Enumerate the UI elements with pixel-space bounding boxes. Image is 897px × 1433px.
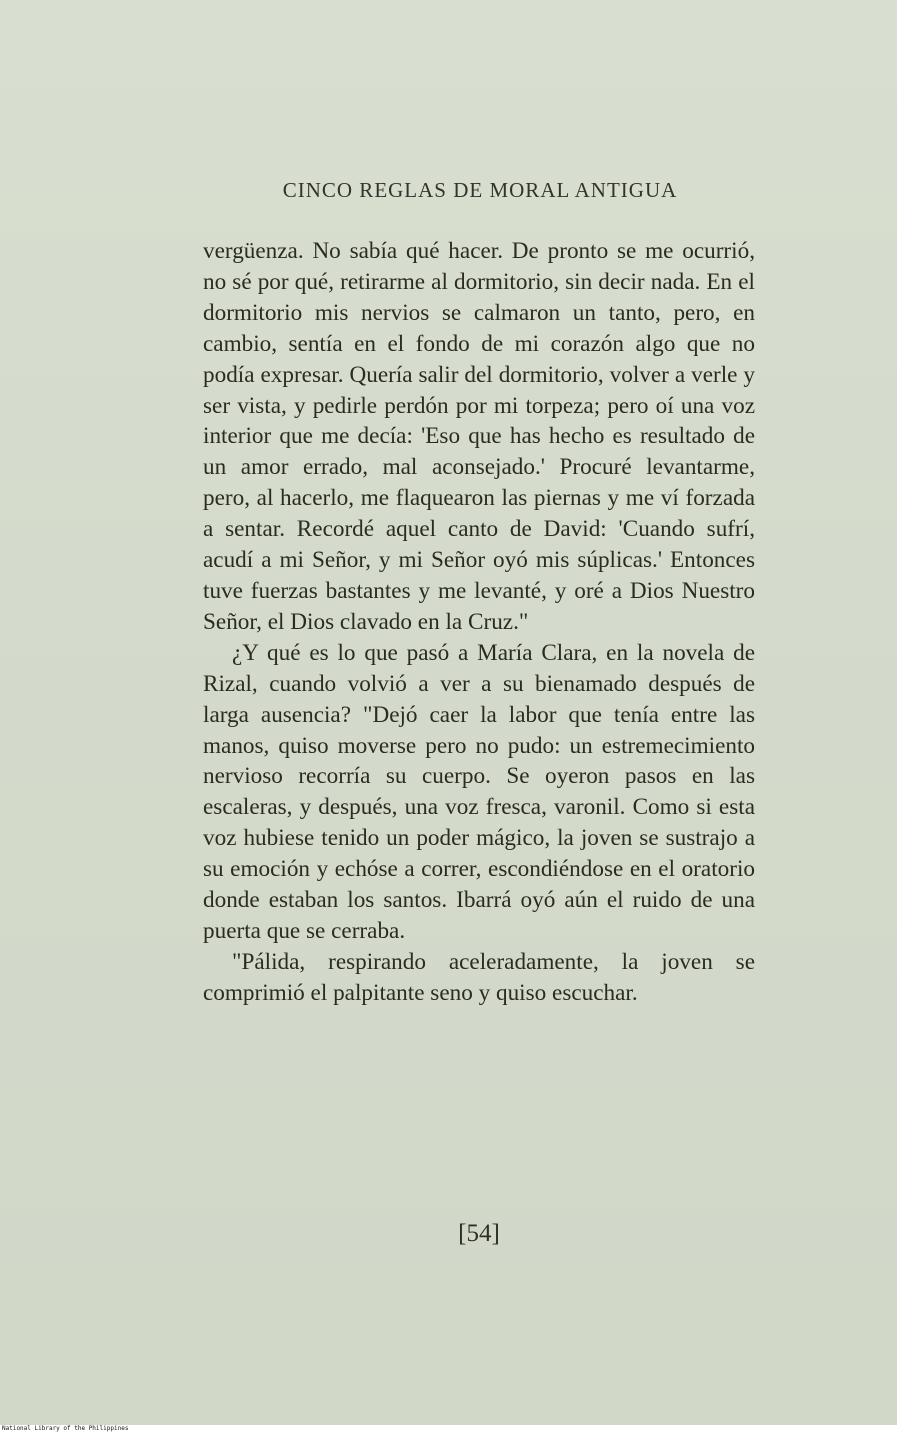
footer-strip xyxy=(0,1425,897,1433)
page-number: [54] xyxy=(458,1220,500,1247)
footer-credit: National Library of the Philippines xyxy=(2,1425,129,1432)
body-text xyxy=(203,236,755,1009)
paragraph-3: "Pálida, respirando aceleradamente, la joven se comprimió el palpitante seno y quiso escuchar. xyxy=(203,948,755,1006)
running-head: CINCO REGLAS DE MORAL ANTIGUA xyxy=(282,178,678,202)
paragraph-1: vergüenza. No sabía qué hacer. De pronto se me ocurrió, no sé por qué, retirarme al dormitorio, sin decir nada. En el dormitorio mis nervios se calmaron un tanto, pero, en cambio, sentía en el fondo de mi corazón algo que no podía expresar. Quería salir del dormitorio, volver a verle y ser vista, y pedirle perdón por mi torpeza; pero oí una voz interior que me decía: 'Eso que has hecho es resultado de un amor errado, mal aconsejado.' Procuré levantarme, pero, al hacerlo, me flaquearon las piernas y me ví forzada a sentar. Recordé aquel canto de David: 'Cuando sufrí, acudí a mi Señor, y mi Señor oyó mis súplicas.' Entonces tuve fuerzas bastantes y me levanté, y oré a Dios Nuestro Señor, el Dios clavado en la Cruz." xyxy=(203,238,755,635)
paragraph-2: ¿Y qué es lo que pasó a María Clara, en la novela de Rizal, cuando volvió a ver a su bienamado después de larga ausencia? "Dejó caer la labor que tenía entre las manos, quiso moverse pero no pudo: un estremecimiento nervioso recorría su cuerpo. Se oyeron pasos en las escaleras, y después, una voz fresca, varonil. Como si esta voz hubiese tenido un poder mágico, la joven se sustrajo a su emoción y echóse a correr, escondiéndose en el oratorio donde estaban los santos. Ibarrá oyó aún el ruido de una puerta que se cerraba. xyxy=(203,639,755,944)
